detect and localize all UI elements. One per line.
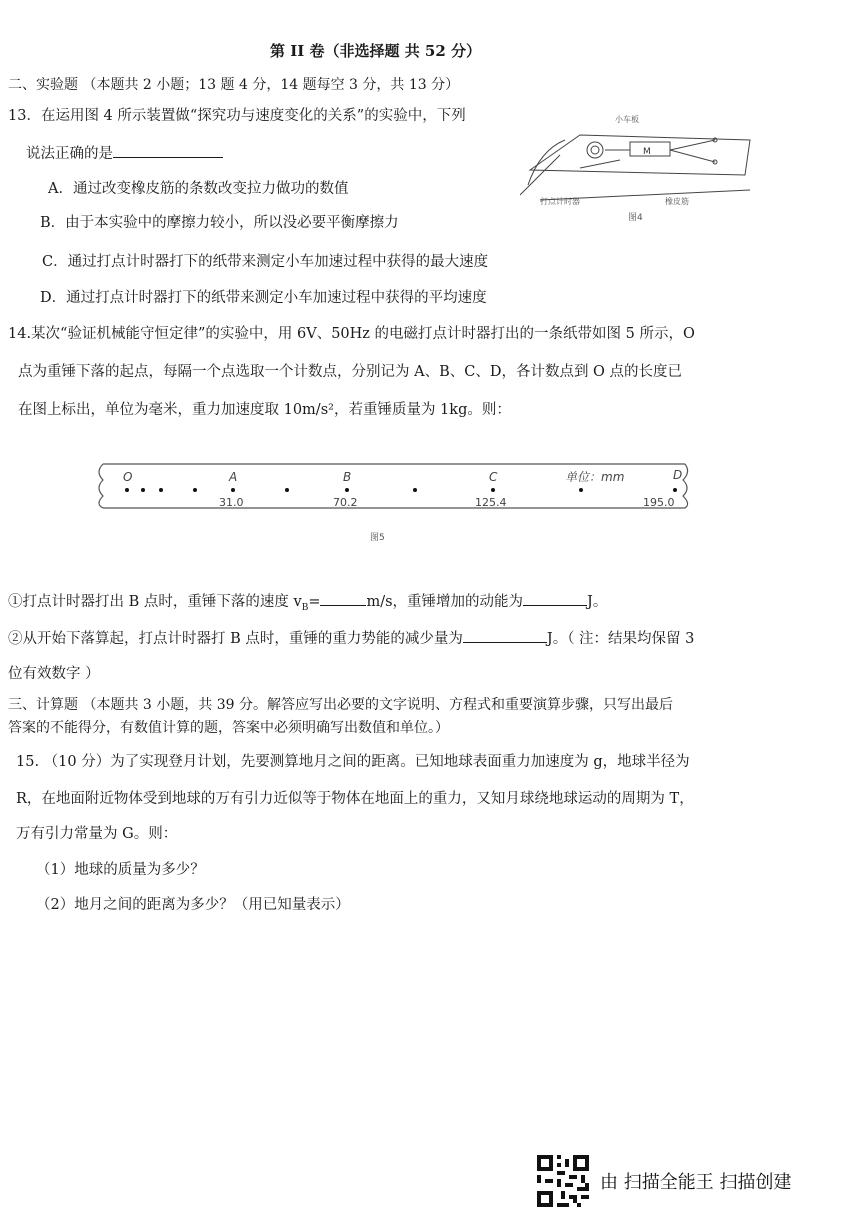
q14-sub1-text-a: ①打点计时器打出 B 点时，重锤下落的速度 v xyxy=(8,594,302,610)
figure-4-label-right: 橡皮筋 xyxy=(665,197,689,206)
q13-stem-line2 xyxy=(26,142,223,163)
tape-label-c: C xyxy=(489,470,498,484)
tape-dot xyxy=(285,488,289,492)
tape-label-b: B xyxy=(343,470,352,484)
figure-4-caption: 图4 xyxy=(628,213,643,223)
qr-code-graphic xyxy=(537,1155,589,1207)
tape-dot xyxy=(579,488,583,492)
paper-tape-figure xyxy=(95,458,695,518)
figure-4-mass-label: M xyxy=(643,147,651,157)
tape-dot xyxy=(231,488,235,492)
q13-stem-text: 13．在运用图 4 所示装置做“探究功与速度变化的关系”的实验中，下列 xyxy=(8,108,466,124)
q14-kinetic-energy-blank[interactable] xyxy=(523,591,587,606)
q14-sub2-text-b: J。（ 注：结果均保留 3 xyxy=(546,631,695,647)
section-heading-experiment: 二、实验题 （本题共 2 小题；13 题 4 分，14 题每空 3 分，共 13 分） xyxy=(8,77,460,93)
tape-value-b: 70.2 xyxy=(333,496,358,509)
q13-option-d: D．通过打点计时器打下的纸带来测定小车加速过程中获得的平均速度 xyxy=(40,290,487,306)
section-heading-calculation-line2: 答案的不能得分，有数值计算的题，答案中必须明确写出数值和单位。） xyxy=(8,720,449,736)
tape-dot xyxy=(491,488,495,492)
figure-4-label-top: 小车板 xyxy=(615,115,639,124)
q14-sub1-text-d: J。 xyxy=(587,594,608,610)
tape-label-o: O xyxy=(123,470,133,484)
tape-dot xyxy=(159,488,163,492)
q14-sub1-subscript: B xyxy=(301,602,309,613)
tape-label-d: D xyxy=(673,468,683,482)
q15-stem-line2: R，在地面附近物体受到地球的万有引力近似等于物体在地面上的重力，又知月球绕地球运动的周期为 T， xyxy=(16,791,694,807)
q13-option-b: B．由于本实验中的摩擦力较小，所以没必要平衡摩擦力 xyxy=(40,215,399,231)
q13-stem-line1 xyxy=(8,104,466,125)
q14-sub2-text-a: ②从开始下落算起，打点计时器打 B 点时，重锤的重力势能的减少量为 xyxy=(8,631,463,647)
scanner-watermark-text: 由 扫描全能王 扫描创建 xyxy=(600,1172,792,1193)
q14-velocity-blank[interactable] xyxy=(320,591,366,606)
q15-sub1: （1）地球的质量为多少？ xyxy=(36,862,205,878)
qr-code-icon xyxy=(537,1155,589,1207)
tape-dot xyxy=(193,488,197,492)
tape-value-a: 31.0 xyxy=(219,496,244,509)
section-heading-calculation-line1: 三、计算题 （本题共 3 小题，共 39 分。解答应写出必要的文字说明、方程式和重要演算步骤，只写出最后 xyxy=(8,697,673,713)
apparatus-drawing xyxy=(520,110,760,220)
tape-dot xyxy=(141,488,145,492)
q14-stem-line1: 14.某次“验证机械能守恒定律”的实验中，用 6V、50Hz 的电磁打点计时器打出的一条纸带如图 5 所示，O xyxy=(8,326,695,342)
q13-prompt-text: 说法正确的是 xyxy=(26,146,113,162)
tape-label-a: A xyxy=(229,470,238,484)
q15-sub2: （2）地月之间的距离为多少？（用已知量表示） xyxy=(36,897,350,913)
q14-stem-line3: 在图上标出，单位为毫米，重力加速度取 10m/s²，若重锤质量为 1kg。则： xyxy=(18,402,511,418)
tape-dot xyxy=(125,488,129,492)
tape-dot xyxy=(413,488,417,492)
q14-stem-line2: 点为重锤下落的起点，每隔一个点选取一个计数点，分别记为 A、B、C、D，各计数点到 O 点的长度已 xyxy=(18,364,683,380)
q14-potential-energy-blank[interactable] xyxy=(463,628,547,643)
figure-4-apparatus xyxy=(520,110,760,220)
paper-tape-outline xyxy=(95,458,695,518)
q13-option-a: A．通过改变橡皮筋的条数改变拉力做功的数值 xyxy=(48,181,349,197)
page-title: 第 II 卷（非选择题 共 52 分） xyxy=(270,42,482,60)
q13-option-c: C．通过打点计时器打下的纸带来测定小车加速过程中获得的最大速度 xyxy=(42,254,489,270)
tape-dot xyxy=(345,488,349,492)
tape-dot xyxy=(673,488,677,492)
q14-sub1-text-c: m/s，重锤增加的动能为 xyxy=(366,594,524,610)
tape-value-c: 125.4 xyxy=(475,496,507,509)
tape-value-d: 195.0 xyxy=(643,496,675,509)
q13-answer-blank[interactable] xyxy=(113,143,223,158)
q14-sub2-line2: 位有效数字 ） xyxy=(8,666,100,682)
figure-4-label-left: 打点计时器 xyxy=(540,197,580,206)
q15-stem-line3: 万有引力常量为 G。则： xyxy=(16,826,178,842)
q14-sub2 xyxy=(8,627,694,648)
q14-sub1-text-b: = xyxy=(308,594,321,610)
tape-unit-label: 单位：mm xyxy=(565,470,625,484)
figure-5-caption: 图5 xyxy=(370,533,385,543)
q15-stem-line1: 15. （10 分）为了实现登月计划，先要测算地月之间的距离。已知地球表面重力加速度为 g，地球半径为 xyxy=(16,754,690,770)
q14-sub1 xyxy=(8,590,607,613)
